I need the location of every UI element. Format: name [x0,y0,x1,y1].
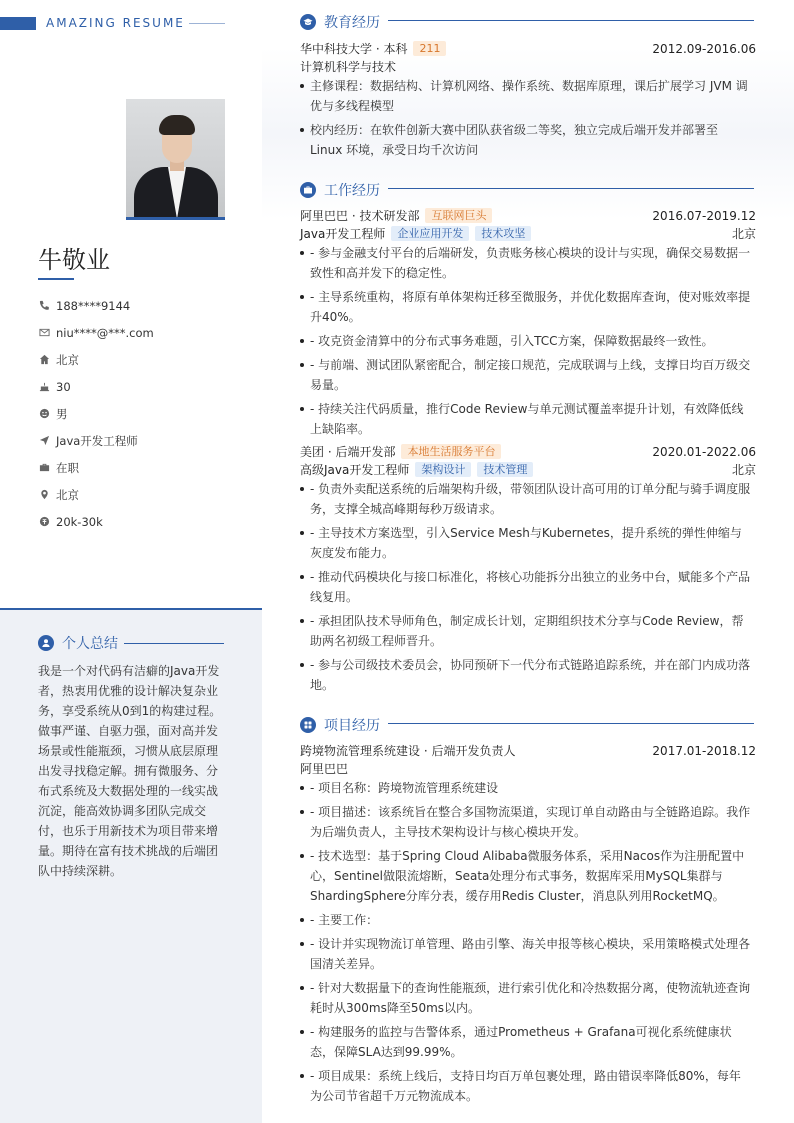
user-icon [38,635,54,651]
list-item: - 主导技术方案选型，引入Service Mesh与Kubernetes，提升系统的弹性伸缩与灰度发布能力。 [300,523,752,563]
briefcase-icon [38,462,50,474]
job-company: 美团 · 后端开发部 [300,445,396,459]
education-major: 计算机科学与技术 [300,60,397,74]
brand-divider [189,23,225,24]
projects-heading [300,715,380,735]
job-bullets [300,479,752,699]
list-item: - 主要工作： [300,910,752,930]
location-pin-icon [38,489,50,501]
info-city [38,346,248,373]
education-bullets [300,76,752,164]
summary-heading [38,633,118,653]
info-salary [38,508,248,535]
summary-text: 我是一个对代码有洁癖的Java开发者，热衷用优雅的设计解决复杂业务，享受系统从0到1的构建过程。做事严谨、自驱力强，面对高并发场景或性能瓶颈，习惯从底层原理出发寻找稳定解。拥有微服务、分布式系统及大数据处理的一线实战沉淀，能高效协调多团队完成交付，也乐于用新技术为项目带来增量。期待在富有技术挑战的后端团队中持续深耕。 [38,664,222,878]
list-item: - 参与金融支付平台的后端研发，负责账务核心模块的设计与实现，确保交易数据一致性和高并发下的稳定性。 [300,243,752,283]
role-tag: 技术管理 [477,462,533,477]
job-bullets [300,243,752,443]
project-company: 阿里巴巴 [300,762,349,776]
home-icon [38,354,50,366]
info-age [38,373,248,400]
job-role: 高级Java开发工程师 [300,463,410,477]
gender-icon [38,408,50,420]
profile-photo [126,99,225,220]
briefcase-icon [300,182,316,198]
job-role: Java开发工程师 [300,227,386,241]
school-name: 华中科技大学 · 本科 [300,42,408,56]
info-text: 30 [56,379,71,394]
info-target-city [38,481,248,508]
info-text: 20k-30k [56,514,103,529]
send-icon [38,435,50,447]
money-icon [38,516,50,528]
project-company-row [300,760,756,777]
list-item: - 构建服务的监控与告警体系，通过Prometheus + Grafana可视化系统健康状态，保障SLA达到99.99%。 [300,1022,752,1062]
list-item: - 攻克资金清算中的分布式事务难题，引入TCC方案，保障数据最终一致性。 [300,331,752,351]
info-text: 在职 [56,460,79,475]
list-item: 校内经历：在软件创新大赛中团队获省级二等奖，独立完成后端开发并部署至 Linux 环境，承受日均千次访问 [300,120,752,160]
list-item: - 参与公司级技术委员会，协同预研下一代分布式链路追踪系统，并在部门内成功落地。 [300,655,752,695]
work-title: 工作经历 [324,183,380,199]
mail-icon [38,327,50,339]
graduation-cap-icon [300,14,316,30]
project-bullets [300,778,752,1110]
list-item: - 与前端、测试团队紧密配合，制定接口规范，完成联调与上线，支撑日均百万级交易量。 [300,355,752,395]
info-text: 188****9144 [56,298,131,313]
list-item: 主修课程：数据结构、计算机网络、操作系统、数据库原理，课后扩展学习 JVM 调优与多线程模型 [300,76,752,116]
education-period: 2012.09-2016.06 [652,41,756,56]
info-text: Java开发工程师 [56,433,138,448]
job-role-row [300,225,756,242]
grid-icon [300,717,316,733]
job-role-row [300,461,756,478]
list-item: - 项目描述：该系统旨在整合多国物流渠道，实现订单自动路由与全链路追踪。我作为后端负责人，主导技术架构设计与核心模块开发。 [300,802,752,842]
education-divider [388,20,754,21]
job-city: 北京 [731,227,756,241]
job-company-row [300,207,756,224]
project-name-row [300,742,756,759]
list-item: - 技术选型：基于Spring Cloud Alibaba微服务体系，采用Nacos作为注册配置中心，Sentinel做限流熔断，Seata处理分布式事务，数据库采用MySQL集群与ShardingSphere分库分表，缓存用Redis Cluster，消息队列用RocketMQ。 [300,846,752,906]
school-tag: 211 [413,41,446,56]
list-item: - 针对大数据量下的查询性能瓶颈，进行索引优化和冷热数据分离，使物流轨迹查询耗时从300ms降至50ms以内。 [300,978,752,1018]
role-tag: 技术攻坚 [475,226,531,241]
job-company-row [300,443,756,460]
job-city: 北京 [731,463,756,477]
profile-name: 牛敬业 [38,246,110,274]
education-heading [300,12,380,32]
list-item: - 主导系统重构，将原有单体架构迁移至微服务，并优化数据库查询，使对账效率提升40%。 [300,287,752,327]
brand-title: AMAZING RESUME [46,16,185,30]
education-school-row [300,40,756,57]
list-item: - 设计并实现物流订单管理、路由引擎、海关申报等核心模块，采用策略模式处理各国清关差异。 [300,934,752,974]
work-divider [388,188,754,189]
list-item: - 持续关注代码质量，推行Code Review与单元测试覆盖率提升计划，有效降低线上缺陷率。 [300,399,752,439]
name-underline [38,278,74,280]
role-tag: 架构设计 [415,462,471,477]
job-company: 阿里巴巴 · 技术研发部 [300,209,420,223]
info-email [38,319,248,346]
job-period: 2016.07-2019.12 [652,208,756,223]
info-text: 北京 [56,487,79,502]
company-tag: 本地生活服务平台 [401,444,501,459]
info-text: 北京 [56,352,79,367]
work-heading [300,180,380,200]
project-name-role: 跨境物流管理系统建设 · 后端开发负责人 [300,744,516,758]
summary-divider [124,643,224,644]
contact-info-list [38,292,248,535]
projects-title: 项目经历 [324,718,380,734]
list-item: - 推动代码模块化与接口标准化，将核心功能拆分出独立的业务中台，赋能多个产品线复用。 [300,567,752,607]
list-item: - 负责外卖配送系统的后端架构升级，带领团队设计高可用的订单分配与骑手调度服务，支撑全城高峰期每秒万级请求。 [300,479,752,519]
list-item: - 项目成果：系统上线后，支持日均百万单包裹处理，路由错误率降低80%，每年为公司节省超千万元物流成本。 [300,1066,752,1106]
company-tag: 互联网巨头 [425,208,492,223]
projects-divider [388,723,754,724]
list-item: - 项目名称：跨境物流管理系统建设 [300,778,752,798]
info-text: niu****@***.com [56,325,154,340]
education-title: 教育经历 [324,15,380,31]
summary-title: 个人总结 [62,636,118,652]
info-gender [38,400,248,427]
job-period: 2020.01-2022.06 [652,444,756,459]
role-tag: 企业应用开发 [391,226,469,241]
info-position [38,427,248,454]
phone-icon [38,300,50,312]
info-status [38,454,248,481]
list-item: - 承担团队技术导师角色，制定成长计划，定期组织技术分享与Code Review，帮助两名初级工程师晋升。 [300,611,752,651]
info-phone [38,292,248,319]
education-major-row [300,58,756,75]
cake-icon [38,381,50,393]
brand-bar [0,17,36,30]
info-text: 男 [56,406,68,421]
project-period: 2017.01-2018.12 [652,743,756,758]
